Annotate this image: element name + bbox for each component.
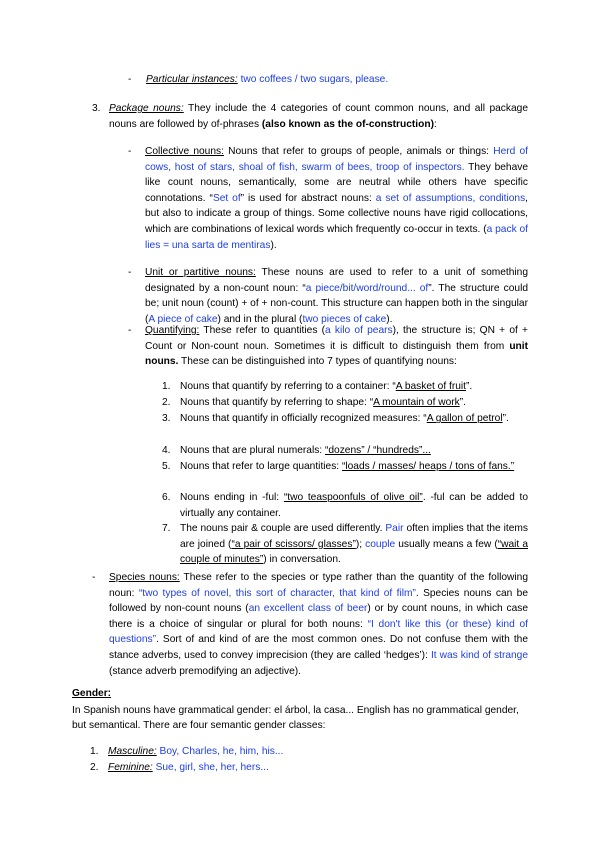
- list-item: 2. Nouns that quantify by referring to shape: “A mountain of work”.: [162, 397, 466, 409]
- hedge-example: It was kind of strange: [430, 649, 528, 661]
- particular-instances-label: Particular instances:: [146, 74, 238, 85]
- feminine-label: Feminine:: [108, 761, 153, 773]
- of-construction-note: (also known as the of-construction): [261, 118, 434, 130]
- list-item: 1. Nouns that quantify by referring to a container: “A basket of fruit”.: [162, 381, 473, 392]
- list-item: 5. Nouns that refer to large quantities: “loads / masses/ heaps / tons of fans.”: [162, 460, 515, 472]
- gender-intro: In Spanish nouns have grammatical gender: el árbol, la casa... English has no grammatical gender, but semantical. There are four semantic gender classes:: [72, 704, 519, 732]
- quantifying-types-list: [162, 379, 528, 568]
- gender-heading: Gender:: [72, 688, 112, 699]
- package-nouns-item: 3. Package nouns: They include the 4 categories of count common nouns, and all package nouns are followed by of-phrases (also known as the of-construction):: [92, 103, 528, 130]
- set-of-term: Set of: [212, 192, 241, 204]
- collective-nouns-item: - Collective nouns: Nouns that refer to groups of people, animals or things: Herd of cows, host of stars, shoal of fish, swarm of bees, troop of inspectors. They behave like count nouns, semantically, some are neutral while others have specific connotations. “Set of” is used for abstract nouns: a set of assumptions, conditions, but also to indicate a group of things. Some collective nouns have rigid collocations, which are combinations of lexical words which frequently co-occur in texts. (a pack of lies = una sarta de mentiras).: [128, 146, 529, 251]
- collective-nouns-label: Collective nouns:: [145, 146, 224, 157]
- gender-list: [90, 744, 528, 776]
- bullet-dash: -: [128, 267, 132, 278]
- list-item: 3. Nouns that quantify in officially recognized measures: “A gallon of petrol”.: [162, 413, 509, 425]
- species-nouns-item: - Species nouns: These refer to the species or type rather than the quantity of the following noun: “two types of novel, this sort of character, that kind of film”. Species nouns can be followed by non-count nouns (an excellent class of beer) or by count nouns, in which case there is a choice of singular or plural for both nouns: “I don't like this (or these) kind of questions”. Sort of and kind of are the most common ones. Do not confuse them with the stance adverbs, used to convey imprecision (they are called ‘hedges’): It was kind of strange (stance adverb premodifying an adjective).: [92, 572, 529, 677]
- plural-example: two pieces of cake: [302, 313, 387, 325]
- bullet-dash: -: [128, 74, 132, 85]
- list-item: 1. Masculine: Boy, Charles, he, him, his...: [90, 745, 284, 757]
- species-example: “two types of novel, this sort of character, that kind of film”: [138, 587, 416, 599]
- list-item: 7. The nouns pair & couple are used differently. Pair often implies that the items are joined (“a pair of scissors/ glasses”); couple usually means a few (“wait a couple of minutes”) in conversation.: [162, 523, 528, 566]
- unit-nouns-label: Unit or partitive nouns:: [145, 267, 256, 278]
- gender-section: [72, 686, 528, 776]
- unit-nouns-term: unit nouns.: [145, 340, 528, 368]
- species-nouns-label: Species nouns:: [109, 572, 180, 583]
- quantifying-example: a kilo of pears: [325, 325, 393, 336]
- quantifying-label: Quantifying:: [145, 325, 200, 336]
- collocation-example: a pack of lies = una sarta de mentiras: [145, 223, 529, 251]
- unit-nouns-item: - Unit or partitive nouns: These nouns are used to refer to a unit of something designated by a non-count noun: “a piece/bit/word/round... of”. The structure could be; unit noun (count) + of + non-count. This structure can happen both in the singular (A piece of cake) and in the plural (two pieces of cake).: [128, 267, 529, 325]
- unit-example: a piece/bit/word/round... of: [305, 282, 429, 294]
- list-item: 2. Feminine: Sue, girl, she, her, hers...: [90, 761, 269, 773]
- bullet-dash: -: [128, 146, 132, 157]
- particular-instances-example: two coffees / two sugars, please.: [237, 74, 389, 85]
- non-count-example: an excellent class of beer: [248, 603, 368, 615]
- masculine-label: Masculine:: [108, 745, 157, 757]
- quantifying-item: - Quantifying: These refer to quantities (a kilo of pears), the structure is; QN + of + Count or Non-count noun. Sometimes it is difficult to distinguish them from unit nouns. These can be distinguished into 7 types of quantifying nouns:: [128, 325, 528, 368]
- set-of-example: a set of assumptions, conditions: [375, 192, 526, 204]
- list-item: 4. Nouns that are plural numerals: “dozens” / “hundreds”...: [162, 444, 431, 456]
- package-nouns-label: Package nouns:: [109, 103, 184, 114]
- count-example: “I don't like this (or these) kind of questions”: [109, 618, 528, 646]
- bullet-dash: -: [128, 325, 132, 336]
- package-nouns-text: They include the 4 categories of count common nouns, and all package nouns are followed by of-phrases: [109, 103, 528, 130]
- collective-example: Herd of cows, host of stars, shoal of fish, swarm of bees, troop of inspectors.: [145, 146, 528, 173]
- list-item: 6. Nouns ending in -ful: “two teaspoonfuls of olive oil”. -ful can be added to virtually any container.: [162, 491, 529, 519]
- singular-example: A piece of cake: [148, 313, 218, 325]
- bullet-dash: -: [92, 572, 96, 583]
- list-number: 3.: [92, 103, 101, 114]
